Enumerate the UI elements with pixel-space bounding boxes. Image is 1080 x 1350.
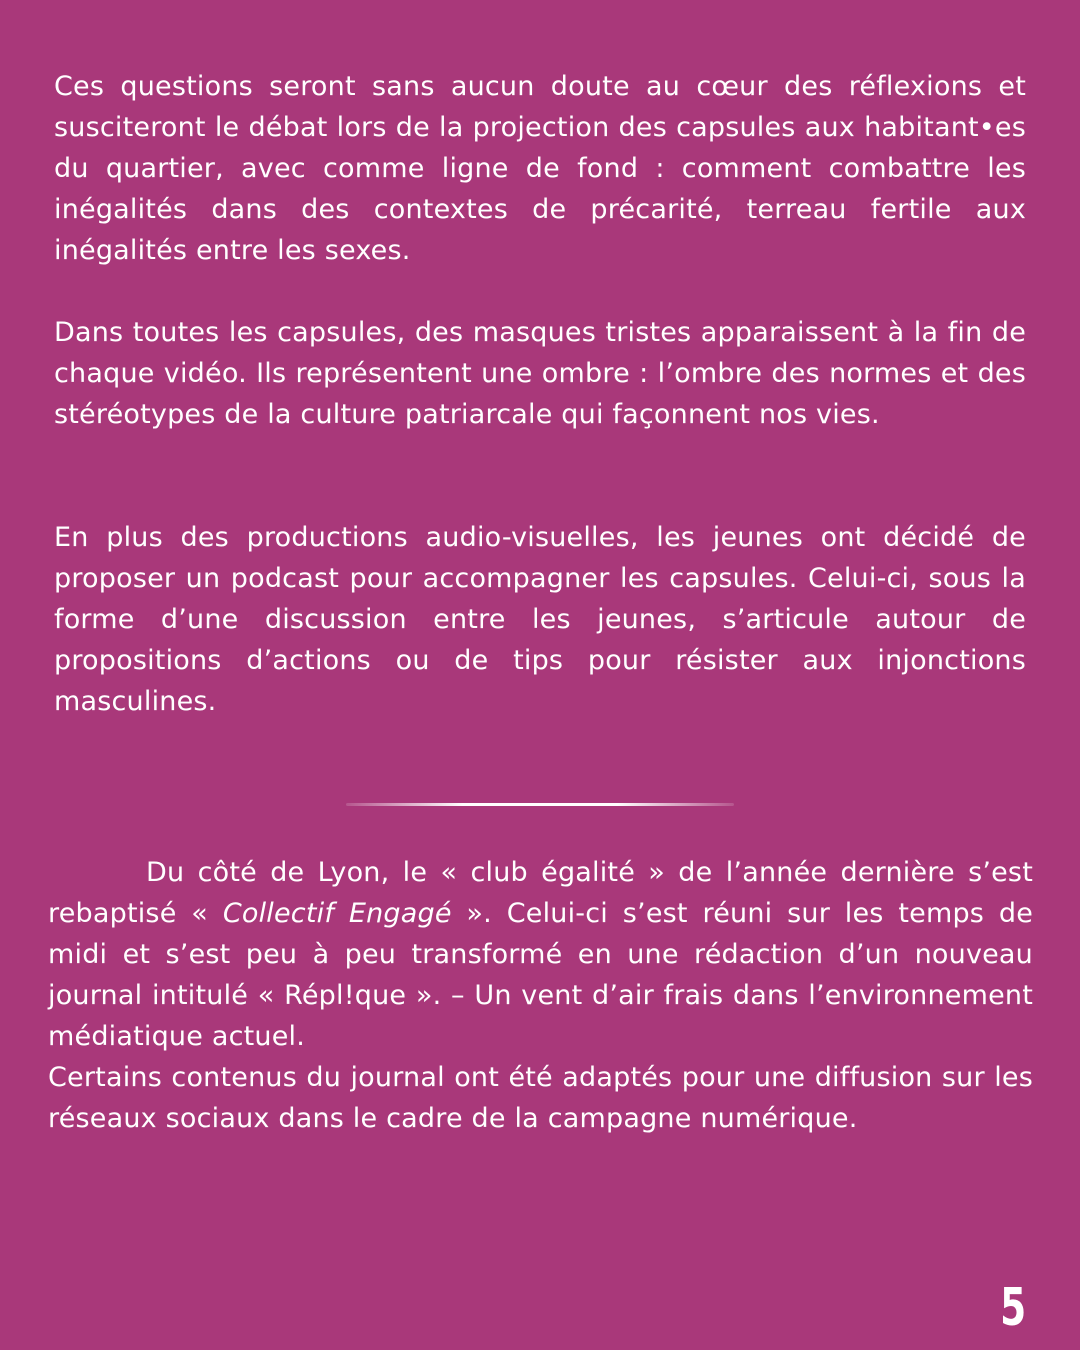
paragraph-questions: Ces questions seront sans aucun doute au cœur des réflexions et susciteront le débat lors de la projection des capsules aux habitant•es du quartier, avec comme ligne de fond : comment combattre les inégalités dans des contextes de précarité, terreau fertile aux inégalités entre les sexes. bbox=[54, 71, 1026, 266]
page-number: 5 bbox=[999, 1278, 1026, 1338]
paragraph-lyon-rest: ». Celui-ci s’est réuni sur les temps de midi et s’est peu à peu transformé en une rédaction d’un nouveau journal intitulé « Répl!que ». – Un vent d’air frais dans l’environnement médiatique actuel. bbox=[48, 898, 1033, 1052]
paragraph-lyon-intro: Du côté de Lyon, le « club égalité » de l’année dernière s’est rebaptisé « bbox=[48, 857, 1033, 929]
collectif-name: Collectif Engagé bbox=[222, 898, 452, 929]
paragraph-diffusion: Certains contenus du journal ont été adaptés pour une diffusion sur les réseaux sociaux dans le cadre de la campagne numérique. bbox=[48, 1062, 1033, 1134]
paragraph-podcast: En plus des productions audio-visuelles, les jeunes ont décidé de proposer un podcast pour accompagner les capsules. Celui-ci, sous la forme d’une discussion entre les jeunes, s’articule autour de propositions d’actions ou de tips pour résister aux injonctions masculines. bbox=[54, 522, 1026, 717]
section-divider bbox=[346, 803, 734, 806]
paragraph-lyon bbox=[48, 852, 1033, 1057]
paragraph-masques: Dans toutes les capsules, des masques tristes apparaissent à la fin de chaque vidéo. Ils représentent une ombre : l’ombre des normes et des stéréotypes de la culture patriarcale qui façonnent nos vies. bbox=[54, 317, 1026, 430]
